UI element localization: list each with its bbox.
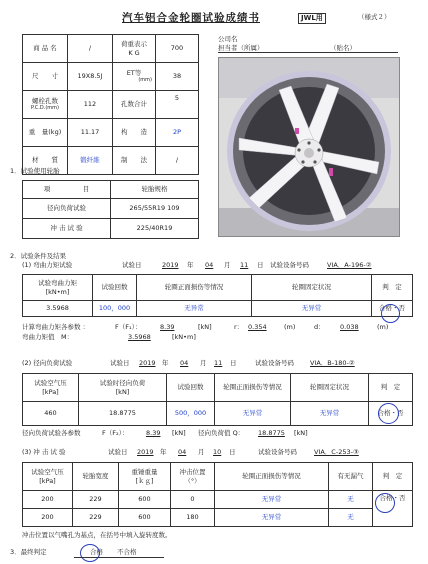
impact-table: 试验空气压 [kPa] 轮胎宽度 重锤重量 [ｋｇ] 冲击位置 （°） 轮圈正面损伤等情况 有无漏气 判 定 200 229 600 0 无异常 无 合格・否 200 229 600 180 无异常 无 xyxy=(22,462,413,527)
spec-material-value: 锻纤維 xyxy=(68,147,113,175)
radial-params: 径向负荷试验各参数 F（F₂）： 8.39 [kN] 径向负荷值 Q： 18.8775 [kN] xyxy=(22,429,308,437)
tire-row1-label: 径向负荷试验 xyxy=(23,199,111,219)
company-name-label: 公司名 xyxy=(218,35,238,43)
spec-weight-value: 11.17 xyxy=(68,119,113,147)
spec-load-value: 700 xyxy=(156,35,199,63)
spec-weight-label: 重 量(kg) xyxy=(23,119,68,147)
bending-table: 试验弯曲力矩 [kN•m] 试验回数 轮圈正面损伤等情况 轮圈固定状况 判 定 3.5968 100，000 无异常 无异常 合格・否 xyxy=(22,274,413,317)
company-person-label: 担当者（所属） xyxy=(218,44,264,52)
sub1-header: (1) 弯曲力矩试验 试验日 2019 年 04 月 11 日 试验设备号码 VIA．A-196-② xyxy=(22,261,372,269)
spec-process-value: / xyxy=(156,147,199,175)
spec-structure-value: 2P xyxy=(156,119,199,147)
radial-table: 试验空气压 [kPa] 试验时径向负荷 [kN] 试验回数 轮圈正面损伤等情况 轮圈固定状况 判 定 460 18.8775 500，000 无异常 无异常 合格・否 xyxy=(22,373,413,426)
style-note: （様式２） xyxy=(358,13,391,21)
jwl-badge: JWL用 xyxy=(298,13,326,24)
wheel-photo xyxy=(218,57,400,237)
spec-structure-label: 构 造 xyxy=(113,119,156,147)
company-sign-label: （贴名） xyxy=(330,44,356,52)
sub3-header: (3) 冲 击 试 验 试验日 2019 年 04 月 10 日 试验设备号码 VIA．C-253-③ xyxy=(22,448,359,456)
spec-et-label: ET等 (mm) xyxy=(113,63,156,91)
spec-pcd-value: 112 xyxy=(68,91,113,119)
section2-title: 2．试验条件及结果 xyxy=(10,252,67,260)
spec-size-value: 19X8.5J xyxy=(68,63,113,91)
spec-et-value: 38 xyxy=(156,63,199,91)
bending-m: 弯曲力矩值 M： 3.5968 [kN•m] xyxy=(22,333,196,341)
spec-holes-value: 5 xyxy=(156,91,199,119)
spec-load-label: 荷重表示 K G xyxy=(113,35,156,63)
tire-col-item: 項 目 xyxy=(23,181,111,199)
tire-col-size: 轮胎规格 xyxy=(111,181,199,199)
spec-material-label: 材 質 xyxy=(23,147,68,175)
spec-table xyxy=(22,34,199,175)
impact-note: 冲击位置以气嘴孔为基点，在括号中填入旋转度数。 xyxy=(22,531,172,539)
spec-holes-label: 孔数合计 xyxy=(113,91,156,119)
sub2-header: (2) 径向负荷试验 试验日 2019 年 04 月 11 日 试验设备号码 VIA．B-180-② xyxy=(22,359,355,367)
section1-title: 1．试验使用轮胎 xyxy=(10,167,60,175)
tire-table xyxy=(22,180,199,239)
spec-pcd-label: 螺栓孔数 P.C.D.(mm) xyxy=(23,91,68,119)
wheel-image xyxy=(219,58,399,236)
spec-name-value: / xyxy=(68,35,113,63)
final-judgment: 3．最终判定 合格 不合格 xyxy=(10,548,137,556)
document-title: 汽车铝合金轮圈试验成绩书 xyxy=(122,12,260,24)
spec-name-label: 商 品 名 xyxy=(23,35,68,63)
tire-row2-label: 冲 击 试 验 xyxy=(23,219,111,239)
tire-row2-value: 225/40R19 xyxy=(111,219,199,239)
bending-params: 计算弯曲力矩各参数 ： F（F₁）： 8.39 [kN] r： 0.354 (m) d： 0.038 (m) xyxy=(22,323,389,331)
spec-process-label: 制 法 xyxy=(113,147,156,175)
tire-row1-value: 265/55R19 109 xyxy=(111,199,199,219)
spec-size-label: 尺 寸 xyxy=(23,63,68,91)
